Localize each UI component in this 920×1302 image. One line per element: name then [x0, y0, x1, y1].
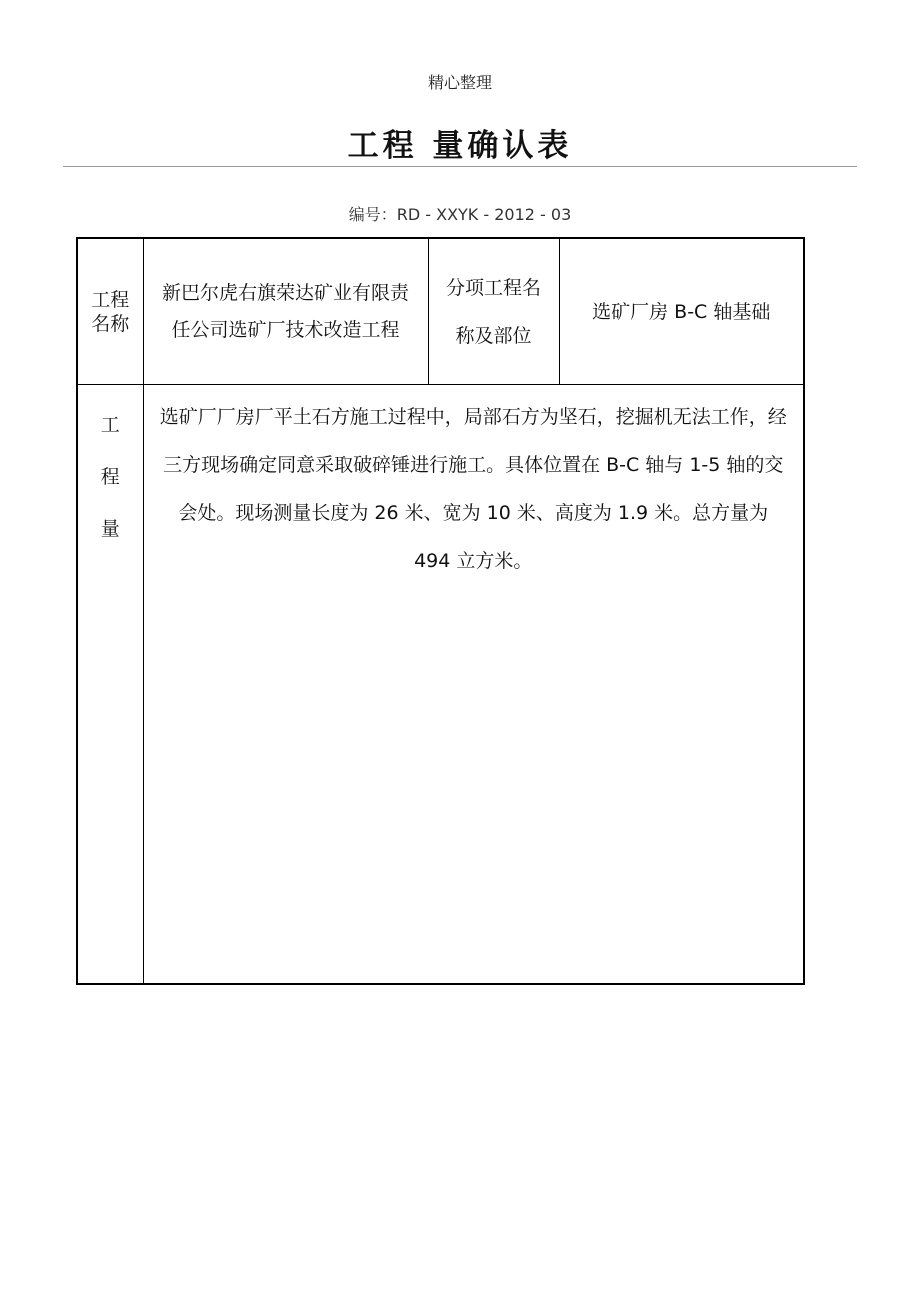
sub-project-label-line1: 分项工程名 [445, 276, 541, 299]
project-name-label-line2: 名称 [91, 312, 130, 335]
quantity-label-char-2: 程 [100, 466, 120, 488]
sub-project-value: 选矿厂房 B-C 轴基础 [559, 238, 804, 385]
quantity-label-char-3: 量 [100, 518, 120, 540]
project-name-label-cell [77, 238, 143, 385]
header-note: 精心整理 [427, 73, 492, 92]
table-row-project [77, 238, 804, 385]
project-name-value: 新巴尔虎右旗荣达矿业有限责任公司选矿厂技术改造工程 [143, 238, 428, 385]
sub-project-label-line2: 称及部位 [455, 324, 532, 347]
quantity-label-char-1: 工 [100, 414, 120, 436]
document-number: 编号：RD - XXYK - 2012 - 03 [348, 205, 572, 224]
quantity-description: 选矿厂厂房厂平土石方施工过程中，局部石方为坚石，挖掘机无法工作，经三方现场确定同意采取破碎锤进行施工。具体位置在 B-C 轴与 1-5 轴的交会处。现场测量长度为 26 米、宽为 10 米、高度为 1.9 米。总方量为 494 立方米。 [143, 385, 804, 985]
quantity-label-cell [77, 385, 143, 985]
sub-project-label-cell [428, 238, 559, 385]
table-row-quantity [77, 385, 804, 985]
project-name-label-line1: 工程 [91, 288, 130, 311]
confirmation-table [76, 237, 805, 985]
page-title: 工程 量确认表 [347, 128, 573, 164]
title-divider [63, 166, 857, 167]
